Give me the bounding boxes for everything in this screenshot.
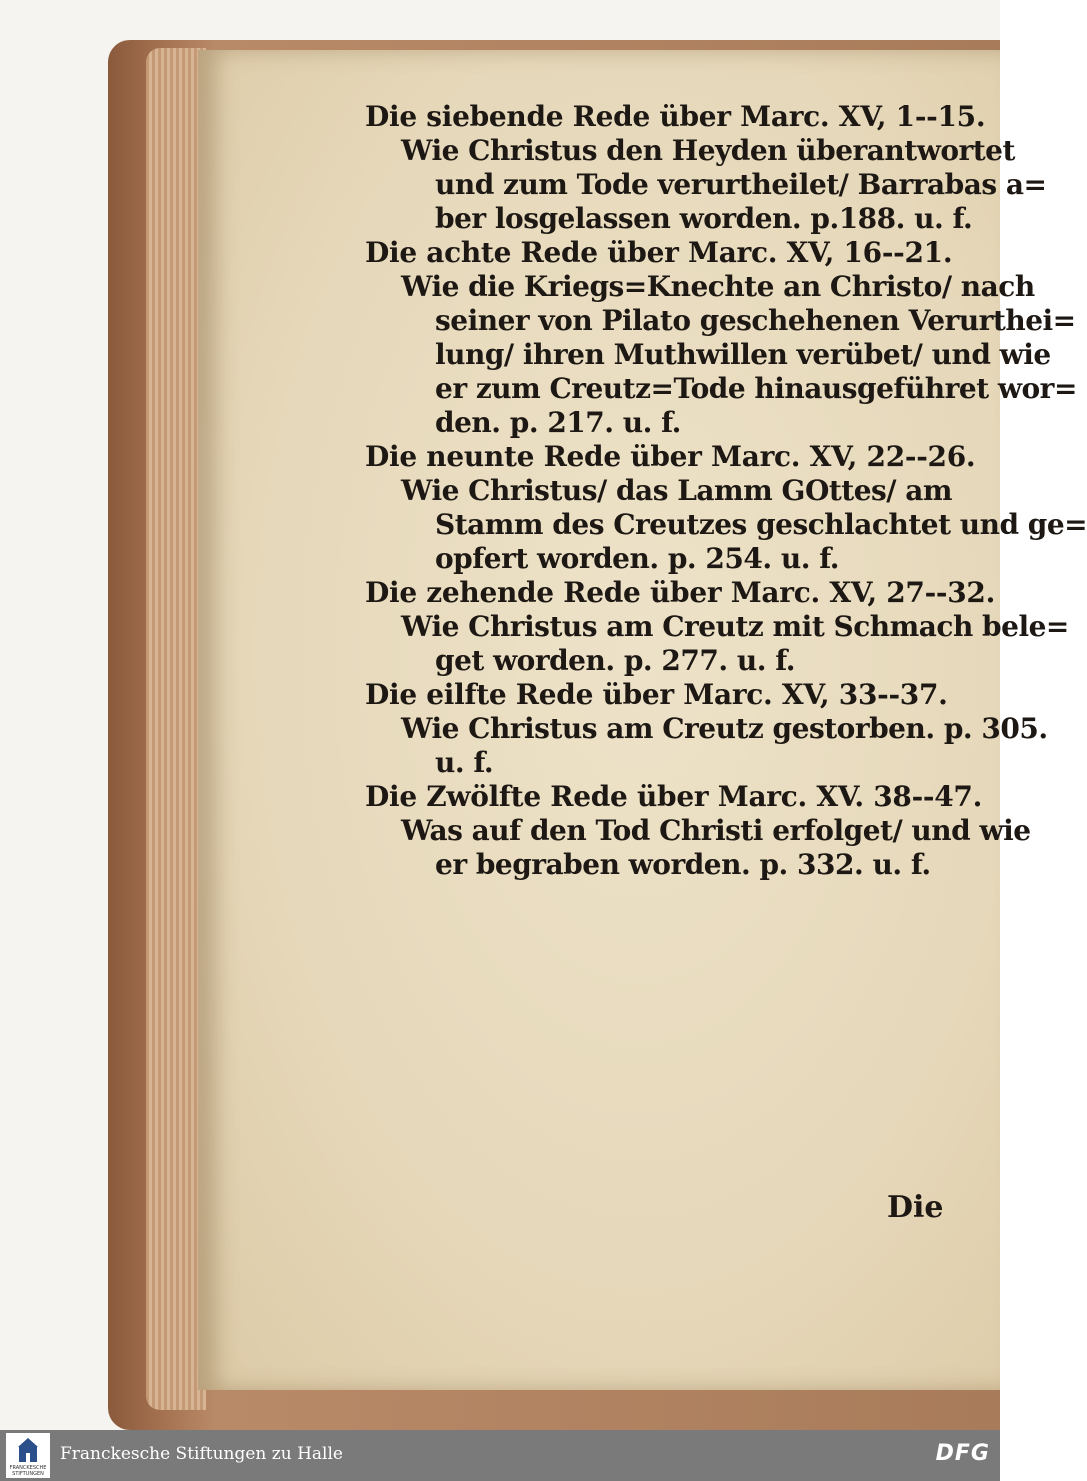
logo-text: FRANCKESCHE [9,1465,47,1471]
entry-heading: Die neunte Rede über Marc. XV, 22--26. [365,440,976,473]
entry-7 [365,100,1047,236]
text-line: seiner von Pilato geschehenen Verurthei= [435,304,1076,337]
dfg-logo[interactable]: DFG [935,1441,990,1466]
text-line: Wie Christus am Creutz gestorben. p. 305. [401,712,1048,745]
text-line: Wie Christus am Creutz mit Schmach bele= [401,610,1069,643]
page-text-block [365,100,1087,882]
franckesche-stiftungen-logo[interactable] [6,1433,50,1478]
institution-name: Franckesche Stiftungen zu Halle [60,1444,343,1464]
text-line: Wie Christus/ das Lamm GOttes/ am [401,474,953,507]
entry-heading: Die zehende Rede über Marc. XV, 27--32. [365,576,996,609]
viewer-footer [0,1430,1000,1481]
entry-body [401,610,1069,678]
text-line: Wie Christus den Heyden überantwortet [401,134,1015,167]
entry-9 [365,440,1087,576]
text-line: lung/ ihren Muthwillen verübet/ und wie [435,338,1051,371]
building-icon [18,1437,38,1463]
entry-heading: Die eilfte Rede über Marc. XV, 33--37. [365,678,948,711]
entry-10 [365,576,1069,678]
text-line: ber losgelassen worden. p.188. u. f. [435,202,973,235]
entry-body [401,270,1077,440]
entry-body [401,814,1031,882]
text-line: get worden. p. 277. u. f. [435,644,796,677]
text-line: Wie die Kriegs=Knechte an Christo/ nach [401,270,1035,303]
text-line: Stamm des Creutzes geschlachtet und ge= [435,508,1087,541]
text-line: den. p. 217. u. f. [435,406,681,439]
entry-heading: Die siebende Rede über Marc. XV, 1--15. [365,100,986,133]
text-line: er zum Creutz=Tode hinausgeführet wor= [435,372,1077,405]
entry-heading: Die Zwölfte Rede über Marc. XV. 38--47. [365,780,983,813]
entry-body [401,474,1087,576]
catchword: Die [887,1190,944,1225]
entry-11 [365,678,1048,780]
entry-heading: Die achte Rede über Marc. XV, 16--21. [365,236,953,269]
entry-12 [365,780,1031,882]
text-line: Was auf den Tod Christi erfolget/ und wie [401,814,1031,847]
entry-8 [365,236,1077,440]
entry-body [401,712,1048,780]
entry-body [401,134,1047,236]
text-line: u. f. [435,746,494,779]
page-edges [146,48,206,1410]
text-line: er begraben worden. p. 332. u. f. [435,848,931,881]
text-line: und zum Tode verurtheilet/ Barrabas a= [435,168,1047,201]
logo-text: STIFTUNGEN [12,1471,44,1477]
text-line: opfert worden. p. 254. u. f. [435,542,839,575]
